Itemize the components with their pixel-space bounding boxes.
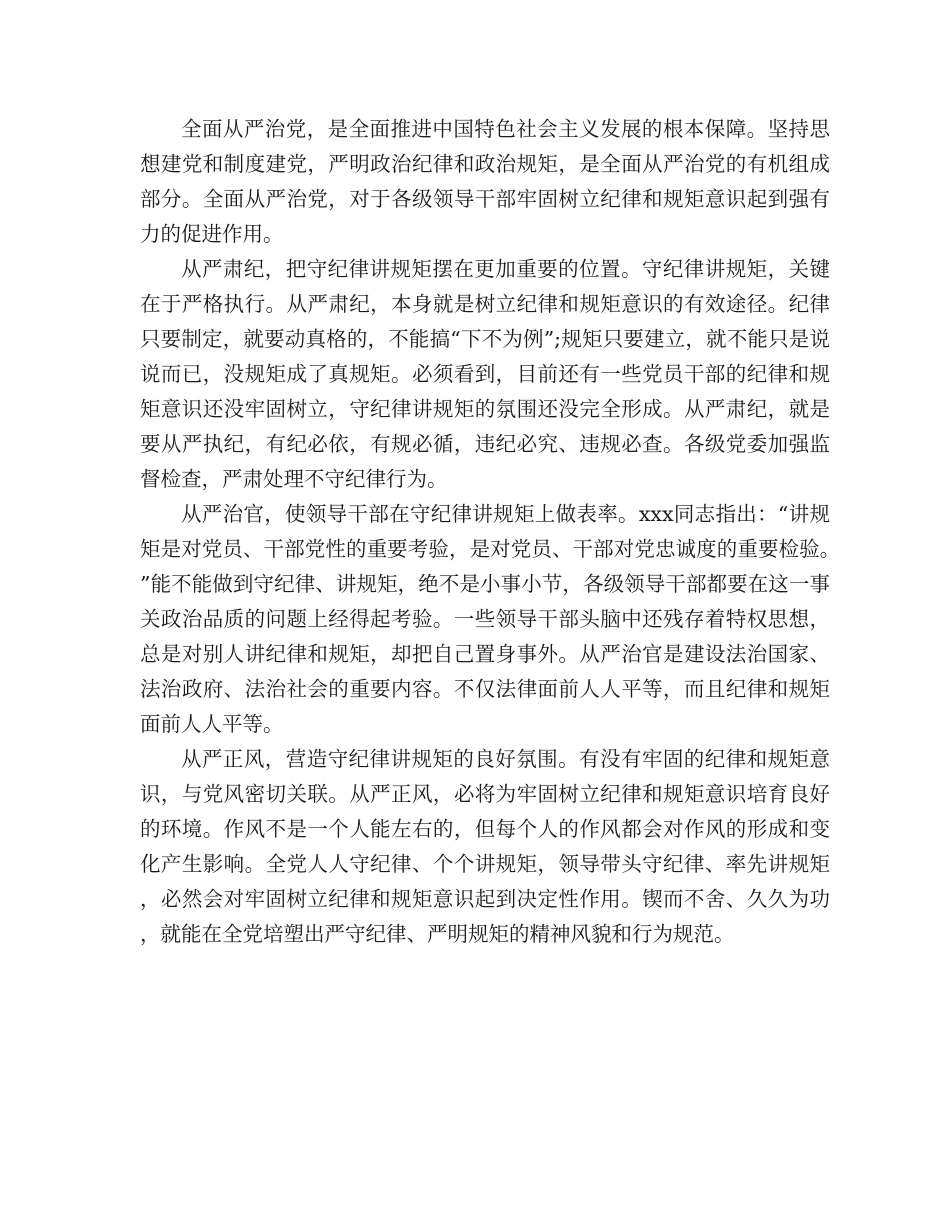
paragraph-2: 从严肃纪，把守纪律讲规矩摆在更加重要的位置。守纪律讲规矩，关键在于严格执行。从严肃纪，本身就是树立纪律和规矩意识的有效途径。纪律只要制定，就要动真格的，不能搞“下不为例”;规矩只要建立，就不能只是说说而已，没规矩成了真规矩。必须看到，目前还有一些党员干部的纪律和规矩意识还没牢固树立，守纪律讲规矩的氛围还没完全形成。从严肃纪，就是要从严执纪，有纪必依，有规必循，违纪必究、违规必查。各级党委加强监督检查，严肃处理不守纪律行为。 [140,257,830,491]
paragraph-3: 从严治官，使领导干部在守纪律讲规矩上做表率。xxx同志指出：“讲规矩是对党员、干部党性的重要考验，是对党员、干部对党忠诚度的重要检验。”能不能做到守纪律、讲规矩，绝不是小事小节，各级领导干部都要在这一事关政治品质的问题上经得起考验。一些领导干部头脑中还残存着特权思想，总是对别人讲纪律和规矩，却把自己置身事外。从严治官是建设法治国家、法治政府、法治社会的重要内容。不仅法律面前人人平等，而且纪律和规矩面前人人平等。 [140,502,830,736]
paragraph-1: 全面从严治党，是全面推进中国特色社会主义发展的根本保障。坚持思想建党和制度建党，严明政治纪律和政治规矩，是全面从严治党的有机组成部分。全面从严治党，对于各级领导干部牢固树立纪律和规矩意识起到强有力的促进作用。 [140,117,830,246]
document-body [140,112,830,952]
paragraph-4: 从严正风，营造守纪律讲规矩的良好氛围。有没有牢固的纪律和规矩意识，与党风密切关联。从严正风，必将为牢固树立纪律和规矩意识培育良好的环境。作风不是一个人能左右的，但每个人的作风都会对作风的形成和变化产生影响。全党人人守纪律、个个讲规矩，领导带头守纪律、率先讲规矩，必然会对牢固树立纪律和规矩意识起到决定性作用。锲而不舍、久久为功，就能在全党培塑出严守纪律、严明规矩的精神风貌和行为规范。 [140,747,830,946]
